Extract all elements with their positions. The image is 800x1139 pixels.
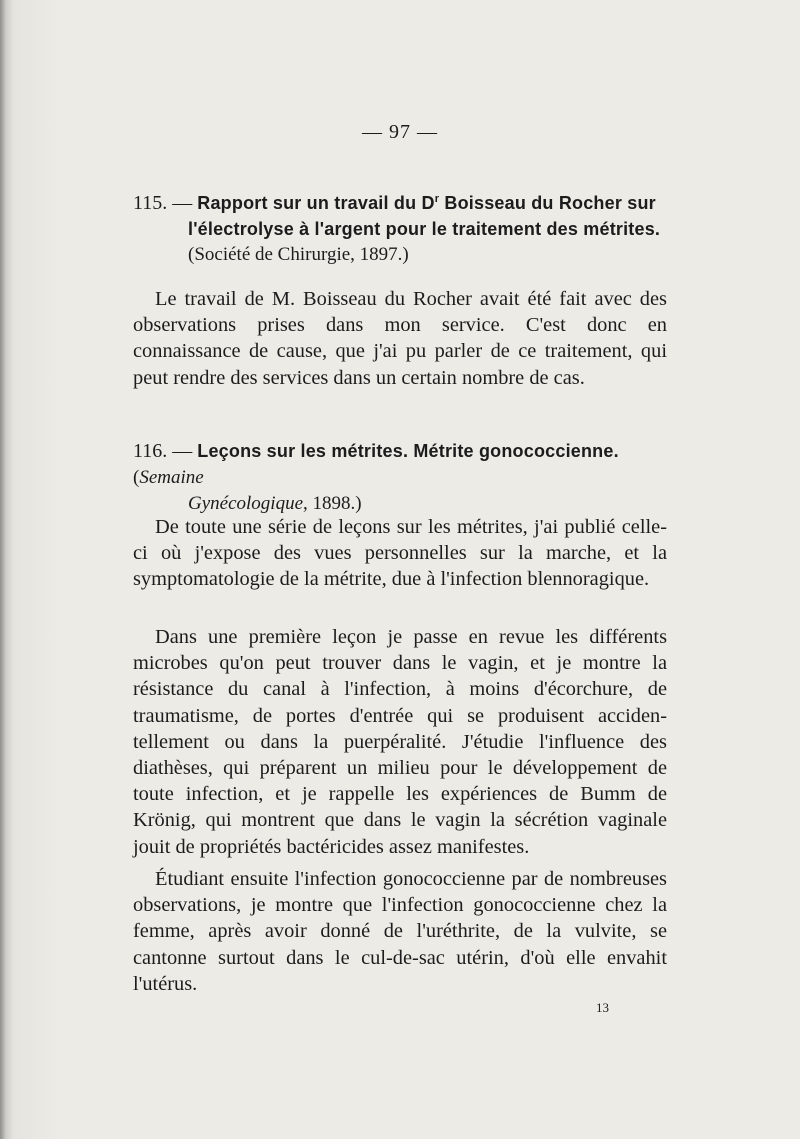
- entry-116-paragraph-1: De toute une série de leçons sur les métrites, j'ai publié celle-ci où j'expose des vues personnelles sur la marche, et la symptomatologie de la métrite, due à l'infection blennoragique.: [133, 516, 667, 591]
- entry-number: 116.: [133, 440, 168, 462]
- entry-title: Rapport sur un travail du $D^r$ Boisseau du Rocher sur: [197, 193, 656, 213]
- entry-source-open: (: [133, 467, 140, 488]
- entry-source: (Société de Chirurgie, 1897.): [188, 244, 409, 265]
- entry-116-paragraph-3: Étudiant ensuite l'infection gonococcienne par de nombreuses observations, je montre que l'infection gonococcienne chez la femme, après avoir donné de l'uréthrite, de la vulvite, se cantonne surtout dans le cul-de-sac utérin, d'où elle envahit l'utérus.: [133, 868, 667, 995]
- entry-116-paragraph-2: Dans une première leçon je passe en revue les différents microbes qu'on peut trouver dans le vagin, et je montre la résistance du canal à l'infection, à moins d'écorchure, de traumatisme, de portes d'entrée qui se produisent accidentellement ou dans la puerpéralité. J'étudie l'influence des diathèses, qui préparent un milieu pour le développement de toute infection, et je rappelle les expériences de Bumm de Krönig, qui montrent que dans le vagin la sécrétion vaginale jouit de propriétés bactéricides assez manifestes.: [133, 626, 667, 858]
- entry-dash: —: [172, 440, 193, 462]
- entry-number: 115.: [133, 192, 168, 214]
- entry-115-paragraph: Le travail de M. Boisseau du Rocher avait été fait avec des observations prises dans mon service. C'est donc en connaissance de cause, que j'ai pu parler de ce traitement, qui peut rendre des services dans un certain nombre de cas.: [133, 288, 667, 389]
- entry-title: Leçons sur les métrites. Métrite gonococcienne.: [197, 441, 619, 461]
- entry-116-heading: [133, 438, 673, 517]
- entry-source-line2: Gynécologique, 1898.): [188, 493, 362, 514]
- entry-source-journal: Semaine: [139, 467, 204, 488]
- entry-title-line2: l'électrolyse à l'argent pour le traitement des métrites.: [188, 219, 661, 239]
- entry-dash: —: [172, 192, 193, 214]
- page-number: — 97 —: [362, 121, 438, 143]
- signature-mark: 13: [596, 1000, 609, 1015]
- entry-115-heading: [133, 186, 673, 268]
